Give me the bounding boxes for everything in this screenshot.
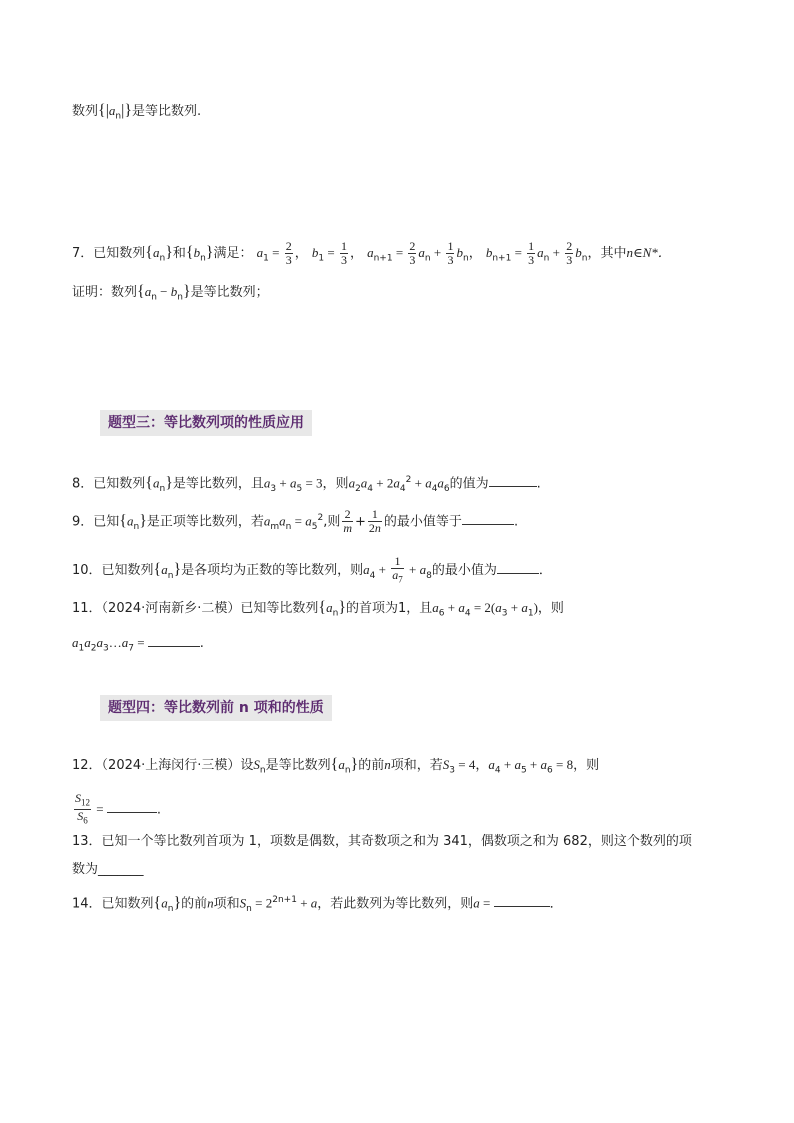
text: 是正项等比数列，若 [146, 514, 264, 530]
question-11-line-2: $a_1a_2a_3\dots a_7$ = . [72, 632, 204, 659]
answer-blank [489, 472, 537, 487]
text: ，则 [537, 601, 564, 616]
question-9: 9．已知$\{a_n\}$是正项等比数列，若$a_ma_n = a_5^2$,则 $\frac{2}{m}$ + $\frac{1}{2n}$ 的最小值等于 . [72, 507, 519, 536]
fraction: $\frac{1}{3}$ [528, 239, 535, 267]
text: 证明：数列 [72, 285, 138, 300]
text: 是各项均为正数的等比数列，则 [181, 563, 364, 579]
text: ，则 [573, 758, 600, 773]
text: 项和，若 [390, 758, 443, 773]
question-8: 8．已知数列$\{a_n\}$是等比数列，且$a_3 + a_5 = 3$，则$a_2a_4 + 2a_4^2 + a_4a_6$的值为 . [72, 474, 541, 494]
text: 14．已知数列 [72, 896, 154, 912]
section-heading-3: 题型三：等比数列项的性质应用 [100, 410, 312, 436]
question-10: 10．已知数列$\{a_n\}$是各项均为正数的等比数列，则$a_4$ + $\frac{1}{a_7}$ + $a_8$的最小值为 ． [72, 554, 552, 585]
text: 的前 [181, 896, 208, 912]
text: 的最小值为 [431, 563, 497, 579]
text: 和 [172, 246, 186, 261]
text: 的前 [358, 758, 385, 773]
statement-line-0: 数列$\{|a_n|\}$是等比数列. [72, 102, 202, 122]
fraction: $\frac{2}{3}$ [409, 239, 416, 267]
fraction: $\frac{1}{3}$ [447, 239, 454, 267]
fraction: $\frac{S_{12}}{S_6}$ [75, 791, 90, 826]
text: 12．（2024·上海闵行·三模）设 [72, 758, 254, 773]
fraction: $\frac{2}{m}$ [343, 507, 353, 536]
text: 是等比数列 [265, 758, 331, 773]
fraction: $\frac{1}{3}$ [340, 239, 347, 267]
answer-blank [494, 892, 550, 907]
question-12-line-2: $\frac{S_{12}}{S_6}$ = . [75, 791, 161, 826]
question-7-line-2: 证明：数列$\{a_n - b_n\}$是等比数列； [72, 283, 269, 303]
answer-blank [497, 559, 539, 574]
question-11-line-1: 11．（2024·河南新乡·二模）已知等比数列$\{a_n\}$的首项为1，且$a_6 + a_4 = 2(a_3 + a_1)$，则 [72, 599, 564, 619]
fraction: $\frac{2}{3}$ [566, 239, 573, 267]
text: 11．（2024·河南新乡·二模）已知等比数列 [72, 601, 319, 616]
text: 是等比数列. [132, 104, 202, 119]
text: 的首项为1，且 [346, 601, 433, 616]
text: 是等比数列，且 [172, 476, 264, 492]
answer-blank [148, 632, 200, 647]
text: 是等比数列； [190, 285, 269, 300]
question-7-label: 7．已知数列 [72, 246, 146, 261]
question-13-line-1: 13．已知一个等比数列首项为 1，项数是偶数，其奇数项之和为 341，偶数项之和为 682，则这个数列的项 [72, 834, 692, 849]
answer-blank [462, 510, 514, 525]
section-heading-4: 题型四：等比数列前 n 项和的性质 [100, 695, 332, 721]
fraction: $\frac{1}{2n}$ [368, 507, 381, 536]
fraction: $\frac{2}{3}$ [285, 239, 292, 267]
question-13-line-2: 数为_______ [72, 862, 144, 877]
text: ，则 [322, 476, 349, 492]
text: 的值为 [449, 476, 489, 492]
text: 8．已知数列 [72, 476, 146, 492]
text: 9．已知 [72, 514, 120, 530]
question-14: 14．已知数列$\{a_n\}$的前n项和$S_n = 2^{2n+1} + a$，若此数列为等比数列，则a = ． [72, 894, 563, 914]
text: 满足： [213, 246, 253, 261]
text: ． [549, 896, 563, 912]
text: 项和 [213, 896, 240, 912]
text: 的最小值等于 [383, 514, 462, 530]
text: 10．已知数列 [72, 563, 154, 579]
fraction: $\frac{1}{a_7}$ [392, 554, 403, 585]
text: ，其中 [587, 246, 627, 261]
text: 数列 [72, 104, 99, 119]
answer-blank [107, 798, 157, 813]
text: ，若此数列为等比数列，则 [317, 896, 474, 912]
text: ,则 [323, 514, 341, 530]
question-7-line-1: 7．已知数列$\{a_n\}$和$\{b_n\}$满足： $a_1$ = $\frac{2}{3}$ ， $b_1$ = $\frac{1}{3}$ ， $a_{n+1}$ = $\frac{2}{3}$ $a_n$ + $\frac{1}{3}$ $b_n$， $b_{n+1}$ = $\frac{1}{3}$ $a_n$ + $\frac{2}{3}$ $b_n$，其中n∈N*． [72, 239, 671, 267]
question-12-line-1: 12．（2024·上海闵行·三模）设$S_n$是等比数列$\{a_n\}$的前n项和，若$S_3 = 4$，$a_4 + a_5 + a_6 = 8$，则 [72, 756, 600, 776]
set-notation: n∈N*． [626, 245, 671, 260]
